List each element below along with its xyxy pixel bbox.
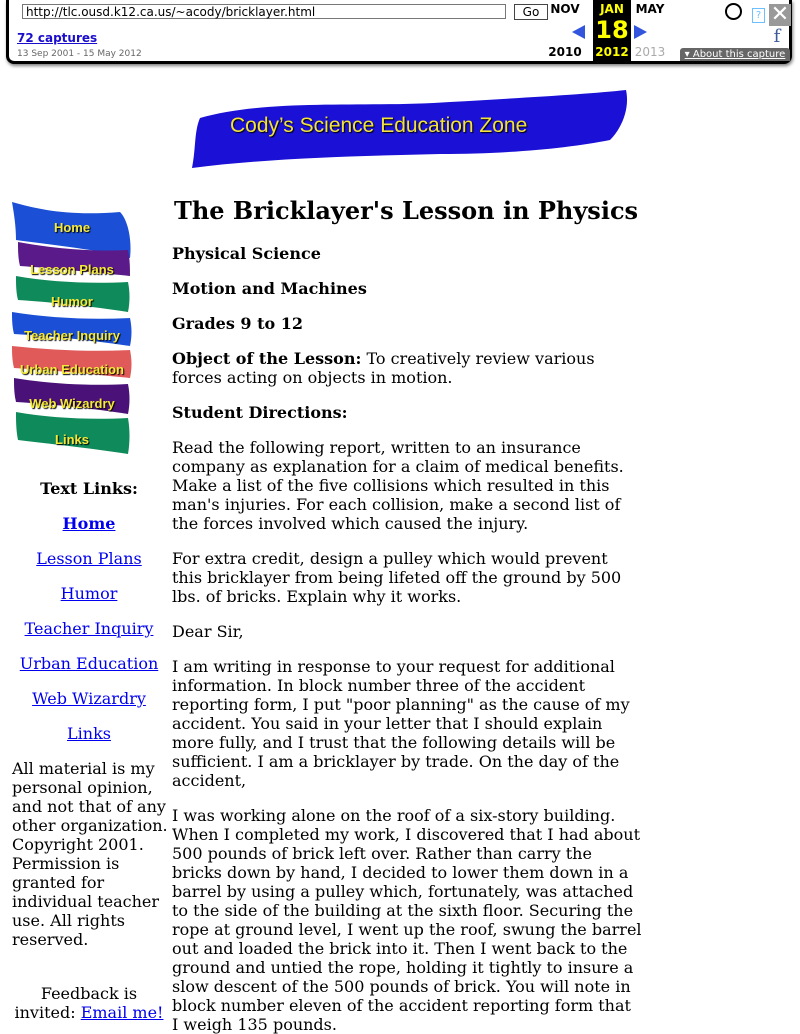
url-input[interactable]: http://tlc.ousd.k12.ca.us/~acody/bricklayer.html bbox=[22, 4, 506, 19]
nav-image-urban-education[interactable] bbox=[10, 340, 134, 377]
help-icon[interactable]: ? bbox=[752, 8, 765, 23]
copyright-disclaimer: All material is my personal opinion, and not that of any other organization. Copyright 2001. Permission is granted for individual teacher use. All rights reserved. bbox=[12, 759, 168, 949]
captures-link[interactable]: 72 captures bbox=[17, 31, 98, 45]
close-icon[interactable]: ✕ bbox=[770, 2, 790, 27]
text-link-web-wizardry[interactable] bbox=[10, 689, 168, 708]
capture-date-range: 13 Sep 2001 - 15 May 2012 bbox=[17, 49, 142, 59]
text-links-heading: Text Links: bbox=[40, 479, 138, 498]
text-link-teacher-inquiry[interactable] bbox=[10, 619, 168, 638]
feedback-prefix: Feedback is invited: bbox=[14, 984, 138, 1022]
nav-image-label: Urban Education bbox=[19, 362, 124, 377]
directions-heading: Student Directions: bbox=[172, 403, 348, 422]
current-month: JAN bbox=[600, 2, 624, 16]
current-capture-column bbox=[593, 0, 631, 61]
subject-heading: Physical Science bbox=[172, 244, 321, 263]
text-link-lesson-plans[interactable] bbox=[10, 549, 168, 568]
letter-salutation: Dear Sir, bbox=[172, 622, 244, 641]
nav-image-links[interactable] bbox=[10, 408, 134, 447]
nav-image-label: Humor bbox=[51, 294, 93, 309]
nav-image-web-wizardry[interactable] bbox=[10, 374, 134, 411]
paragraph: I am writing in response to your request for additional information. In block number three of the accident reporting form, I put "poor planning" as the cause of my accident. You said in your letter that I should explain more fully, and I trust that the following details will be sufficient. I am a bricklayer by trade. On the day of the accident, bbox=[172, 657, 630, 790]
objective-text: To creatively review various forces acting on objects in motion. bbox=[172, 349, 595, 387]
text-link-label[interactable]: Teacher Inquiry bbox=[24, 619, 154, 638]
paragraph: Read the following report, written to an insurance company as explanation for a claim of medical benefits. Make a list of the five collisions which resulted in this man's injuries. For each collision, make a second list of the forces involved which caused the injury. bbox=[172, 438, 624, 533]
unit-heading: Motion and Machines bbox=[172, 279, 367, 298]
text-link-links[interactable] bbox=[10, 724, 168, 743]
current-year: 2012 bbox=[595, 45, 629, 59]
image-nav bbox=[10, 200, 168, 447]
text-link-humor[interactable] bbox=[10, 584, 168, 603]
email-link[interactable]: Email me! bbox=[80, 1003, 164, 1022]
paragraph: I was working alone on the roof of a six-story building. When I completed my work, I discovered that I had about 500 pounds of brick left over. Rather than carry the bricks down by hand, I decided to lower them down in a barrel by using a pulley which, fortunately, was attached to the side of the building at the sixth floor. Securing the rope at ground level, I went up the roof, swung the barrel out and loaded the brick into it. Then I went back to the ground and untied the rope, holding it tightly to insure a slow descent of the 500 pounds of brick. You will note in block number eleven of the accident reporting form that I weigh 135 pounds. bbox=[172, 806, 642, 1034]
main-content bbox=[172, 196, 642, 1034]
nav-image-teacher-inquiry[interactable] bbox=[10, 306, 134, 343]
text-link-label[interactable]: Web Wizardry bbox=[32, 689, 146, 708]
text-link-label[interactable]: Links bbox=[67, 724, 111, 743]
nav-image-label: Links bbox=[55, 432, 89, 447]
feedback-note bbox=[10, 984, 168, 1022]
text-link-label[interactable]: Home bbox=[62, 514, 116, 533]
objective-label: Object of the Lesson: bbox=[172, 349, 362, 368]
text-link-label[interactable]: Humor bbox=[60, 584, 118, 603]
go-button[interactable]: Go bbox=[514, 4, 548, 20]
prev-capture-arrow-icon[interactable] bbox=[572, 25, 585, 39]
facebook-icon[interactable]: f bbox=[773, 26, 781, 47]
loading-circle-icon bbox=[725, 3, 742, 20]
wayback-toolbar bbox=[6, 0, 792, 64]
prev-month[interactable]: NOV bbox=[550, 2, 580, 16]
banner-title: Cody’s Science Education Zone bbox=[230, 114, 528, 137]
grades-heading: Grades 9 to 12 bbox=[172, 314, 304, 333]
nav-image-humor[interactable] bbox=[10, 272, 134, 309]
page-title: The Bricklayer's Lesson in Physics bbox=[174, 196, 639, 225]
paragraph: For extra credit, design a pulley which would prevent this bricklayer from being lifeted off the ground by 500 lbs. of bricks. Explain why it works. bbox=[172, 549, 622, 606]
nav-image-label: Home bbox=[53, 220, 91, 235]
next-year: 2013 bbox=[634, 45, 666, 59]
next-capture-column[interactable] bbox=[631, 0, 669, 61]
text-link-label[interactable]: Lesson Plans bbox=[36, 549, 142, 568]
text-link-label[interactable]: Urban Education bbox=[19, 654, 159, 673]
about-capture-button[interactable]: ▾ About this capture bbox=[680, 48, 790, 61]
nav-image-lesson-plans[interactable] bbox=[10, 238, 134, 277]
lesson-objective bbox=[172, 349, 642, 387]
text-link-urban-education[interactable] bbox=[10, 654, 168, 673]
current-day: 18 bbox=[595, 16, 629, 44]
next-month[interactable]: MAY bbox=[635, 2, 665, 16]
nav-image-label: Lesson Plans bbox=[30, 262, 114, 277]
nav-image-home[interactable] bbox=[10, 200, 134, 238]
text-link-home[interactable] bbox=[10, 514, 168, 533]
site-banner bbox=[190, 88, 630, 168]
nav-image-label: Teacher Inquiry bbox=[24, 328, 120, 343]
nav-image-label: Web Wizardry bbox=[29, 396, 115, 411]
prev-year[interactable]: 2010 bbox=[548, 45, 582, 59]
